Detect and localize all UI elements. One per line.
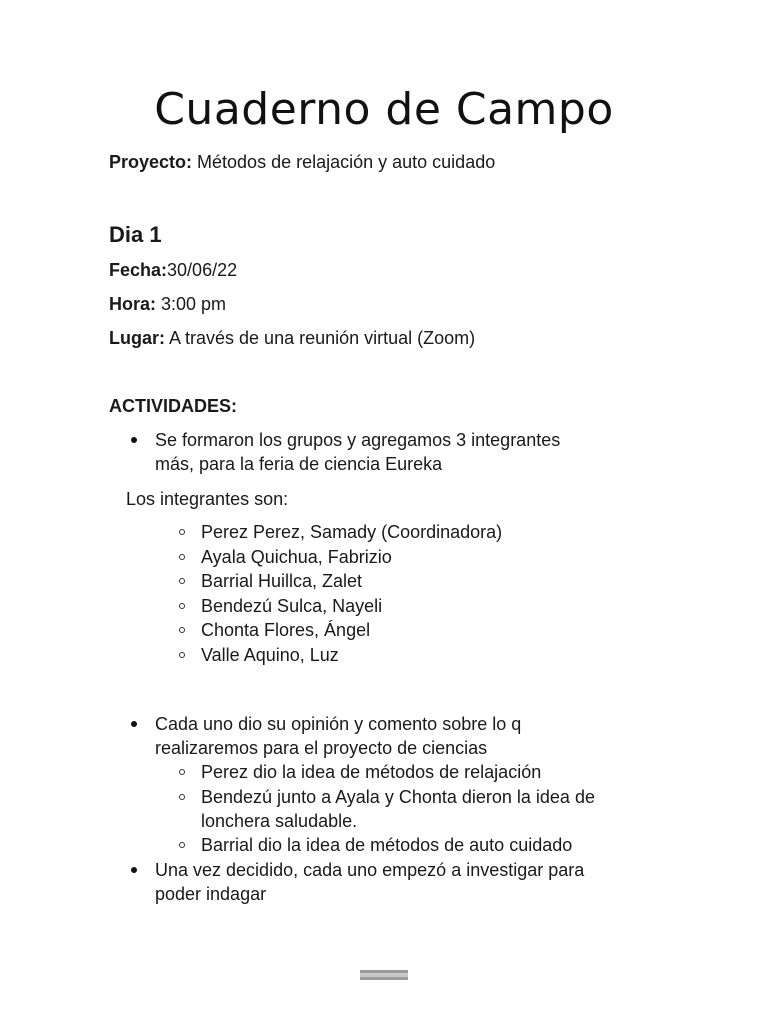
actividades-heading: ACTIVIDADES: bbox=[109, 396, 238, 416]
lugar-value: A través de una reunión virtual (Zoom) bbox=[165, 328, 476, 348]
bullet-icon bbox=[131, 867, 137, 873]
integrantes-label: Los integrantes son: bbox=[126, 489, 289, 509]
list-item bbox=[201, 569, 362, 593]
page-break-marker bbox=[360, 970, 408, 980]
idea-text-line: Bendezú junto a Ayala y Chonta dieron la idea de bbox=[201, 787, 595, 807]
bullet-text-line: realizaremos para el proyecto de ciencias bbox=[155, 738, 488, 758]
idea-text: Barrial dio la idea de métodos de auto cuidado bbox=[201, 835, 573, 855]
list-item bbox=[155, 428, 560, 476]
idea-text: Perez dio la idea de métodos de relajación bbox=[201, 762, 542, 782]
list-item bbox=[155, 858, 584, 906]
list-item bbox=[201, 618, 370, 642]
circle-bullet-icon bbox=[179, 554, 185, 560]
list-item bbox=[201, 545, 392, 569]
bullet-text-line: poder indagar bbox=[155, 884, 267, 904]
list-item bbox=[201, 785, 595, 833]
proyecto-value: Métodos de relajación y auto cuidado bbox=[192, 152, 496, 172]
lugar-label: Lugar: bbox=[109, 328, 165, 348]
member-name: Bendezú Sulca, Nayeli bbox=[201, 596, 383, 616]
circle-bullet-icon bbox=[179, 529, 185, 535]
hora-value: 3:00 pm bbox=[156, 294, 227, 314]
fecha-line bbox=[109, 259, 237, 281]
member-name: Valle Aquino, Luz bbox=[201, 645, 339, 665]
circle-bullet-icon bbox=[179, 769, 185, 775]
circle-bullet-icon bbox=[179, 627, 185, 633]
member-name: Barrial Huillca, Zalet bbox=[201, 571, 363, 591]
idea-text-line: lonchera saludable. bbox=[201, 811, 358, 831]
circle-bullet-icon bbox=[179, 652, 185, 658]
proyecto-line bbox=[109, 151, 495, 173]
fecha-value: 30/06/22 bbox=[167, 260, 238, 280]
circle-bullet-icon bbox=[179, 794, 185, 800]
list-item bbox=[155, 712, 521, 760]
list-item bbox=[201, 643, 339, 667]
bullet-icon bbox=[131, 721, 137, 727]
bullet-text-line: más, para la feria de ciencia Eureka bbox=[155, 454, 443, 474]
circle-bullet-icon bbox=[179, 578, 185, 584]
circle-bullet-icon bbox=[179, 603, 185, 609]
bullet-text-line: Cada uno dio su opinión y comento sobre lo q bbox=[155, 714, 522, 734]
bullet-text-line: Se formaron los grupos y agregamos 3 integrantes bbox=[155, 430, 561, 450]
list-item bbox=[201, 594, 382, 618]
circle-bullet-icon bbox=[179, 842, 185, 848]
list-item bbox=[201, 520, 502, 544]
bullet-icon bbox=[131, 437, 137, 443]
hora-label: Hora: bbox=[109, 294, 157, 314]
document-title: Cuaderno de Campo bbox=[154, 84, 614, 135]
bullet-text-line: Una vez decidido, cada uno empezó a investigar para bbox=[155, 860, 585, 880]
list-item bbox=[201, 833, 572, 857]
member-name: Perez Perez, Samady (Coordinadora) bbox=[201, 522, 503, 542]
proyecto-label: Proyecto: bbox=[109, 152, 193, 172]
list-item bbox=[201, 760, 541, 784]
member-name: Ayala Quichua, Fabrizio bbox=[201, 547, 392, 567]
member-name: Chonta Flores, Ángel bbox=[201, 620, 371, 640]
hora-line bbox=[109, 293, 226, 315]
day-heading: Dia 1 bbox=[109, 222, 162, 247]
lugar-line bbox=[109, 327, 475, 349]
fecha-label: Fecha: bbox=[109, 260, 168, 280]
